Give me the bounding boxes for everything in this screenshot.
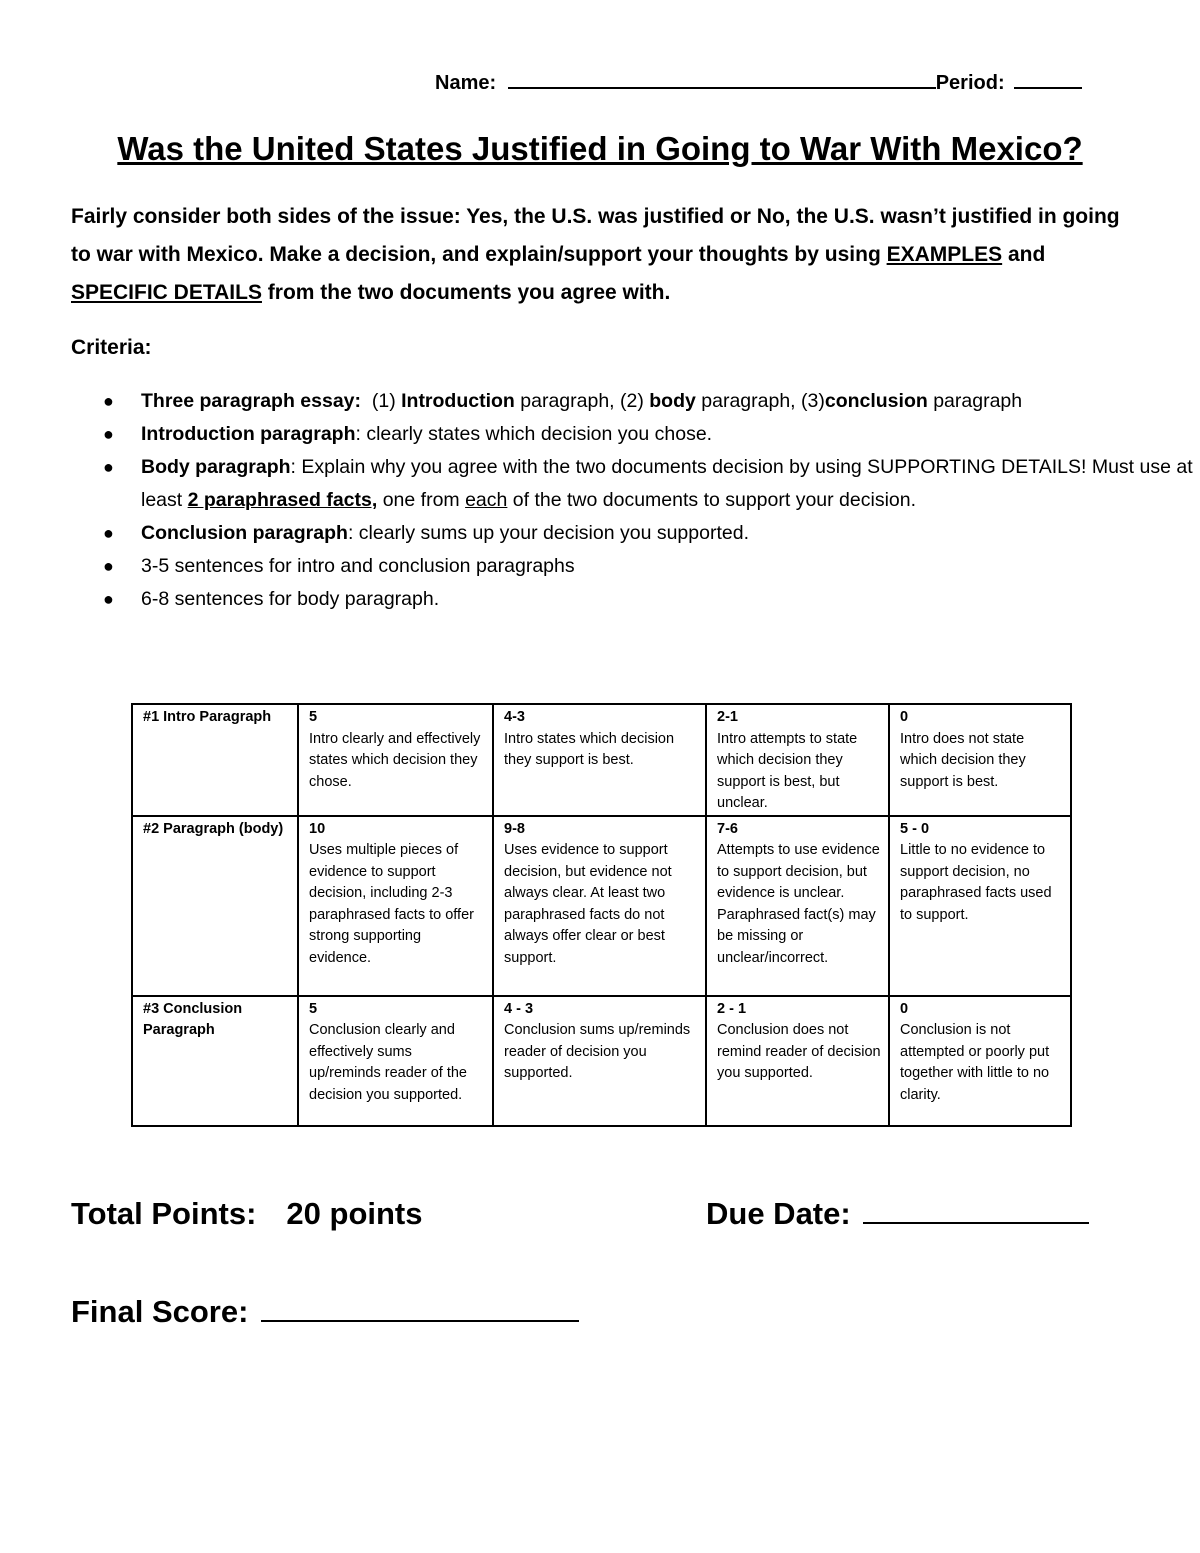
criteria-text: : Explain why you agree with the two documents decision by using SUPPORTING DETAILS! Must use at least	[141, 456, 1193, 511]
final-score-blank[interactable]	[261, 1320, 579, 1322]
list-item	[103, 418, 1200, 451]
period-label: Period:	[935, 72, 1005, 94]
rubric-score: 5 - 0	[900, 820, 930, 837]
prompt-paragraph	[71, 198, 1141, 312]
due-date-blank[interactable]	[863, 1222, 1089, 1224]
bullet-icon: ●	[103, 424, 114, 444]
criteria-bold: Introduction paragraph	[141, 423, 356, 445]
rubric-desc: Conclusion is not attempted or poorly put together with little to no clarity.	[900, 1022, 1050, 1103]
table-row	[132, 816, 1071, 996]
due-date-label: Due Date:	[706, 1196, 851, 1231]
final-score-label: Final Score:	[71, 1294, 249, 1329]
rubric-desc: Conclusion does not remind reader of decision you supported.	[717, 1022, 881, 1081]
rubric-desc: Intro clearly and effectively states which decision they chose.	[309, 730, 481, 790]
rubric-table	[131, 703, 1072, 1127]
prompt-and: and	[1002, 243, 1046, 266]
bullet-icon: ●	[103, 556, 114, 576]
table-row	[132, 996, 1071, 1126]
rubric-cell	[493, 704, 706, 816]
criteria-underline: each	[465, 489, 508, 511]
name-label: Name:	[435, 72, 497, 94]
rubric-score: 2 - 1	[717, 1000, 747, 1017]
criteria-text: : clearly sums up your decision you supported.	[347, 522, 749, 544]
criteria-text: paragraph, (2)	[514, 390, 650, 412]
total-points-value: 20 points	[286, 1196, 423, 1231]
bullet-icon: ●	[103, 391, 114, 411]
rubric-score: 4 - 3	[504, 1000, 534, 1017]
rubric-desc: Little to no evidence to support decision, no paraphrased facts used to support.	[900, 842, 1052, 923]
list-item	[103, 583, 1200, 616]
rubric-cell	[493, 816, 706, 996]
criteria-text: (1)	[361, 390, 402, 412]
rubric-category: #1 Intro Paragraph	[132, 704, 298, 816]
rubric-score: 2-1	[717, 709, 738, 725]
rubric-desc: Uses evidence to support decision, but evidence not always clear. At least two paraphrased facts do not always offer clear or best support.	[504, 842, 672, 966]
bullet-icon: ●	[103, 523, 114, 543]
rubric-cell	[493, 996, 706, 1126]
rubric-desc: Intro attempts to state which decision they support is best, but unclear.	[717, 730, 858, 811]
list-item	[103, 517, 1200, 550]
page-title: Was the United States Justified in Going to War With Mexico?	[117, 130, 1083, 167]
prompt-specific-details: SPECIFIC DETAILS	[71, 281, 262, 304]
criteria-bold: Conclusion paragraph	[141, 522, 348, 544]
final-score	[71, 1294, 579, 1330]
criteria-text: 3-5 sentences for intro and conclusion paragraphs	[141, 555, 575, 577]
period-blank[interactable]	[1014, 87, 1082, 89]
criteria-bold: Three paragraph essay:	[141, 390, 362, 412]
rubric-cell	[298, 996, 493, 1126]
total-points-label: Total Points:	[71, 1196, 257, 1231]
rubric-desc: Attempts to use evidence to support decision, but evidence is unclear. Paraphrased fact(s) may be missing or unclear/incorrect.	[717, 842, 880, 966]
rubric-cell	[298, 704, 493, 816]
prompt-text-2: from the two documents you agree with.	[261, 281, 671, 304]
list-item	[103, 451, 1200, 517]
rubric-score: 5	[309, 709, 318, 725]
criteria-underline: 2 paraphrased facts,	[187, 489, 378, 511]
prompt-text-1: Fairly consider both sides of the issue: Yes, the U.S. was justified or No, the U.S. wasn’t justified in going to war with Mexico. Make a decision, and explain/support your thoughts by using	[71, 205, 1120, 266]
rubric-score: 5	[309, 1000, 318, 1017]
rubric-cell	[889, 704, 1071, 816]
rubric-cell	[298, 816, 493, 996]
rubric-category: #3 Conclusion Paragraph	[132, 996, 298, 1126]
rubric-score: 7-6	[717, 820, 738, 837]
rubric-score: 0	[900, 1000, 909, 1017]
rubric-cell	[889, 816, 1071, 996]
criteria-bold: Introduction	[401, 390, 515, 412]
table-row	[132, 704, 1071, 816]
rubric-desc: Intro does not state which decision they support is best.	[900, 730, 1026, 790]
rubric-desc: Uses multiple pieces of evidence to support decision, including 2-3 paraphrased facts to offer strong supporting evidence.	[309, 842, 474, 966]
name-blank[interactable]	[508, 87, 936, 89]
criteria-label: Criteria:	[71, 336, 152, 359]
criteria-bold: body	[649, 390, 696, 412]
criteria-list	[71, 385, 1200, 616]
list-item	[103, 550, 1200, 583]
list-item	[103, 385, 1200, 418]
rubric-cell	[706, 996, 889, 1126]
rubric-desc: Conclusion sums up/reminds reader of decision you supported.	[504, 1022, 691, 1081]
rubric-desc: Conclusion clearly and effectively sums up/reminds reader of the decision you supported.	[309, 1022, 467, 1103]
criteria-text: one from	[377, 489, 466, 511]
criteria-text: : clearly states which decision you chose.	[355, 423, 713, 445]
criteria-text: 6-8 sentences for body paragraph.	[141, 588, 440, 610]
rubric-category: #2 Paragraph (body)	[132, 816, 298, 996]
rubric-cell	[706, 704, 889, 816]
rubric-cell	[889, 996, 1071, 1126]
rubric-score: 0	[900, 709, 909, 725]
bullet-icon: ●	[103, 457, 114, 477]
prompt-examples: EXAMPLES	[886, 243, 1003, 266]
criteria-text: of the two documents to support your decision.	[507, 489, 917, 511]
rubric-score: 10	[309, 820, 326, 837]
bullet-icon: ●	[103, 589, 114, 609]
rubric-cell	[706, 816, 889, 996]
rubric-score: 4-3	[504, 709, 525, 725]
rubric-desc: Intro states which decision they support is best.	[504, 730, 675, 768]
criteria-text: paragraph	[927, 390, 1023, 412]
criteria-bold: Body paragraph	[141, 456, 291, 478]
due-date	[706, 1196, 1089, 1232]
criteria-bold: conclusion	[824, 390, 928, 412]
total-points	[71, 1196, 423, 1232]
criteria-text: paragraph, (3)	[695, 390, 825, 412]
rubric-score: 9-8	[504, 820, 525, 837]
